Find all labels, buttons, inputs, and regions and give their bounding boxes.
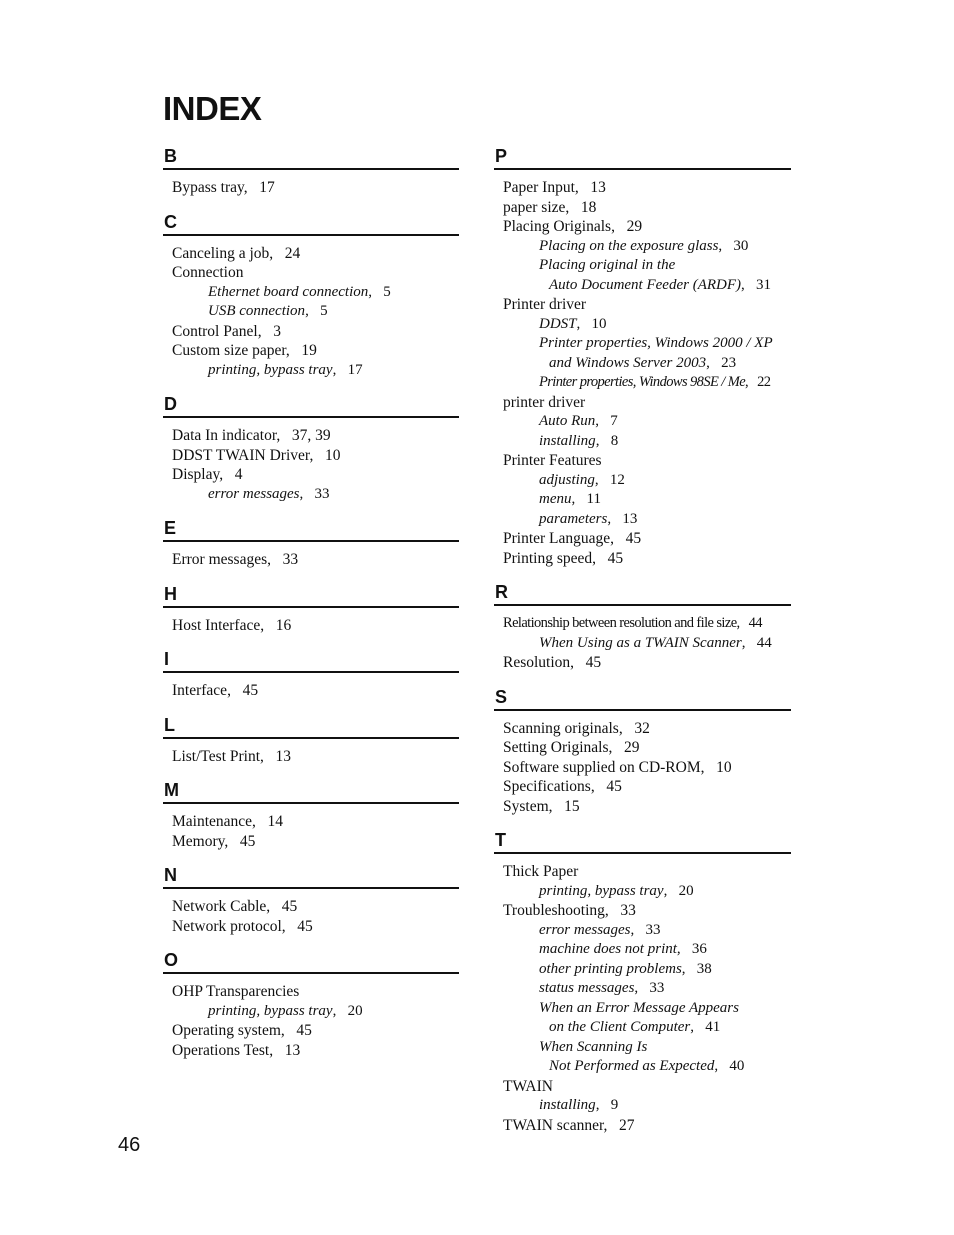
entry-term: Placing on the exposure glass [539, 237, 719, 254]
entry-page-ref: 9 [610, 1097, 619, 1113]
index-title: INDEX [163, 90, 262, 127]
section-letter: I [164, 649, 170, 669]
index-section [163, 212, 459, 395]
entry-term: When Scanning Is [539, 1038, 648, 1055]
index-entry: Printing speed, 45 [503, 549, 624, 567]
section-rule [163, 234, 459, 236]
entry-page-ref: 14 [267, 813, 284, 830]
entry-term: Network protocol [172, 917, 282, 935]
index-subentry: status messages, 33 [539, 980, 665, 996]
section-letter: M [164, 780, 179, 800]
index-entry: Memory, 45 [172, 832, 256, 850]
entry-page-ref: 4 [234, 466, 243, 483]
index-subentry: USB connection, 5 [208, 303, 328, 319]
index-entry: Operating system, 45 [172, 1022, 312, 1039]
index-section [163, 865, 459, 950]
entry-term: printing, bypass tray [539, 882, 664, 899]
entry-term: When Using as a TWAIN Scanner [539, 634, 742, 651]
section-letter: N [164, 865, 177, 885]
section-rule [163, 671, 459, 673]
section-letter: O [164, 950, 179, 970]
entry-list [163, 616, 459, 650]
entry-page-ref: 7 [610, 413, 618, 429]
entry-term: Memory [172, 832, 225, 850]
index-column-right [494, 146, 791, 1149]
index-section [494, 687, 791, 831]
entry-term: Printing speed [503, 549, 593, 567]
index-subentry [503, 256, 791, 276]
entry-page-ref: 27 [619, 1116, 635, 1134]
index-section [163, 715, 459, 781]
section-rule [163, 540, 459, 542]
entry-page-ref: 10 [716, 758, 732, 776]
section-rule [163, 168, 459, 170]
entry-page-ref: 3 [273, 322, 281, 340]
entry-page-ref: 20 [347, 1002, 363, 1019]
entry-page-ref: 11 [586, 491, 601, 507]
entry-page-ref: 20 [678, 882, 694, 899]
index-entry: Network protocol, 45 [172, 917, 313, 935]
entry-list [163, 681, 459, 715]
entry-term: on the Client Computer [549, 1019, 691, 1035]
entry-term: Auto Run [539, 413, 596, 429]
index-entry [503, 393, 791, 413]
entry-term: printer driver [503, 393, 586, 411]
entry-term: installing [539, 432, 596, 449]
index-section [163, 146, 459, 212]
index-subentry: printing, bypass tray, 20 [208, 1002, 363, 1019]
entry-term: menu [539, 491, 572, 507]
entry-page-ref: 33 [649, 980, 665, 996]
section-letter: R [495, 582, 508, 602]
index-entry: Custom size paper, 19 [172, 342, 317, 359]
entry-list [163, 747, 459, 781]
index-entry: Relationship between resolution and file size, 44 [503, 615, 762, 631]
entry-page-ref: 13 [590, 179, 606, 196]
section-rule [494, 709, 791, 711]
section-letter: L [164, 714, 175, 735]
index-entry: Maintenance, 14 [172, 813, 284, 830]
index-subentry [503, 334, 791, 354]
entry-page-ref: 8 [610, 432, 619, 449]
entry-term: machine does not print [539, 941, 677, 957]
entry-page-ref: 44 [756, 634, 772, 651]
entry-page-ref: 29 [623, 739, 640, 756]
index-subentry: error messages, 33 [539, 921, 661, 938]
index-entry: Network Cable, 45 [172, 898, 298, 915]
index-section [163, 780, 459, 865]
entry-term: Display [172, 466, 220, 483]
section-letter: H [164, 583, 177, 604]
entry-term: Resolution [503, 654, 571, 671]
entry-term: Troubleshooting [503, 902, 605, 919]
entry-term: adjusting [539, 471, 595, 488]
index-entry: Operations Test, 13 [172, 1041, 301, 1059]
index-subentry: Printer properties, Windows 98SE / Me, 22 [539, 374, 771, 390]
index-subentry: When Using as a TWAIN Scanner, 44 [539, 634, 772, 651]
index-entry [503, 862, 791, 882]
entry-list [494, 614, 791, 687]
section-rule [163, 802, 459, 804]
entry-term: List/Test Print [172, 747, 261, 765]
index-entry [172, 982, 459, 1002]
entry-page-ref: 45 [607, 549, 624, 567]
entry-term: Paper Input [503, 179, 575, 196]
entry-page-ref: 32 [634, 719, 650, 737]
entry-page-ref: 5 [320, 303, 328, 319]
entry-term: Software supplied on CD-ROM [503, 758, 701, 776]
entry-page-ref: 13 [284, 1041, 301, 1059]
index-entry: Host Interface, 16 [172, 616, 292, 634]
index-subentry [503, 999, 791, 1019]
index-entry: Software supplied on CD-ROM, 10 [503, 758, 732, 776]
entry-page-ref: 29 [626, 218, 643, 235]
entry-term: TWAIN scanner [503, 1116, 604, 1134]
entry-term: other printing problems [539, 960, 682, 977]
entry-term: Control Panel [172, 322, 258, 340]
entry-term: Relationship between resolution and file size [503, 615, 737, 631]
entry-term: Specifications [503, 778, 591, 795]
entry-page-ref: 30 [733, 237, 749, 254]
entry-term: Ethernet board connection [208, 283, 369, 300]
entry-page-ref: 33 [620, 902, 636, 919]
entry-page-ref: 17 [259, 179, 275, 196]
entry-term: When an Error Message Appears [539, 999, 739, 1016]
entry-page-ref: 13 [622, 510, 638, 527]
entry-page-ref: 45 [281, 898, 298, 915]
entry-page-ref: 33 [314, 485, 330, 502]
entry-page-ref: 23 [721, 354, 737, 371]
section-letter: C [164, 211, 177, 232]
index-subentry: Not Performed as Expected, 40 [549, 1058, 745, 1074]
entry-page-ref: 40 [729, 1058, 745, 1074]
entry-term: Maintenance [172, 813, 253, 830]
entry-term: Not Performed as Expected [549, 1058, 715, 1074]
index-subentry: Placing on the exposure glass, 30 [539, 237, 749, 254]
entry-page-ref: 38 [696, 960, 712, 977]
section-rule [163, 416, 459, 418]
entry-list [163, 178, 459, 212]
index-entry: System, 15 [503, 797, 580, 815]
index-section [163, 649, 459, 715]
entry-page-ref: 18 [580, 198, 597, 216]
index-entry: Paper Input, 13 [503, 179, 606, 196]
entry-page-ref: 37, 39 [291, 427, 331, 444]
entry-term: Custom size paper [172, 342, 286, 359]
entry-page-ref: 44 [748, 615, 762, 631]
entry-term: printing, bypass tray [208, 1002, 333, 1019]
index-entry: Scanning originals, 32 [503, 719, 650, 737]
entry-term: parameters [539, 510, 608, 527]
entry-term: System [503, 797, 549, 815]
entry-term: Placing Originals [503, 218, 612, 235]
section-rule [494, 852, 791, 854]
index-subentry: Auto Document Feeder (ARDF), 31 [549, 276, 772, 293]
section-letter: E [164, 518, 177, 538]
index-entry: Resolution, 45 [503, 654, 602, 671]
entry-term: Network Cable [172, 898, 267, 915]
entry-term: DDST TWAIN Driver [172, 446, 310, 464]
entry-term: DDST [539, 315, 577, 332]
index-column-left [163, 146, 459, 1074]
index-subentry [503, 1038, 791, 1058]
index-subentry: adjusting, 12 [539, 471, 625, 488]
entry-page-ref: 24 [284, 244, 301, 262]
entry-page-ref: 45 [585, 654, 602, 671]
entry-term: Operating system [172, 1022, 281, 1039]
entry-page-ref: 16 [275, 616, 292, 634]
index-entry: Troubleshooting, 33 [503, 902, 636, 919]
entry-list [494, 178, 791, 582]
entry-list [494, 862, 791, 1149]
index-entry: Interface, 45 [172, 682, 259, 699]
entry-term: OHP Transparencies [172, 983, 300, 1000]
index-entry: Data In indicator, 37, 39 [172, 427, 331, 444]
index-subentry: installing, 9 [539, 1097, 619, 1113]
section-rule [163, 972, 459, 974]
section-letter: S [495, 686, 508, 707]
entry-page-ref: 45 [239, 832, 256, 850]
index-entry: Canceling a job, 24 [172, 244, 301, 262]
entry-term: Scanning originals [503, 719, 619, 737]
section-rule [163, 737, 459, 739]
entry-term: Canceling a job [172, 244, 270, 262]
index-subentry: and Windows Server 2003, 23 [549, 354, 737, 371]
entry-term: Setting Originals [503, 739, 609, 756]
entry-list [163, 897, 459, 950]
section-rule [494, 168, 791, 170]
index-section [163, 584, 459, 650]
index-subentry: Ethernet board connection, 5 [208, 283, 391, 300]
entry-term: Printer properties, Windows 2000 / XP [539, 335, 773, 351]
section-letter: D [164, 394, 177, 414]
entry-page-ref: 10 [591, 315, 607, 332]
index-entry [503, 295, 791, 315]
index-subentry: printing, bypass tray, 17 [208, 361, 363, 378]
entry-list [163, 550, 459, 584]
entry-term: Bypass tray [172, 179, 244, 196]
entry-page-ref: 45 [296, 1022, 312, 1039]
entry-page-ref: 22 [757, 374, 771, 390]
entry-term: Auto Document Feeder (ARDF) [549, 276, 742, 293]
index-subentry: DDST, 10 [539, 315, 607, 332]
entry-term: Operations Test [172, 1041, 270, 1059]
section-letter: T [495, 830, 506, 850]
entry-term: TWAIN [503, 1077, 553, 1095]
entry-page-ref: 45 [625, 530, 642, 547]
index-entry: Error messages, 33 [172, 551, 299, 568]
entry-list [163, 426, 459, 518]
index-entry [172, 263, 459, 283]
entry-term: and Windows Server 2003 [549, 354, 707, 371]
index-subentry: installing, 8 [539, 432, 619, 449]
entry-term: printing, bypass tray [208, 361, 333, 378]
index-entry: Bypass tray, 17 [172, 179, 275, 196]
index-section [163, 394, 459, 518]
entry-page-ref: 31 [756, 276, 772, 293]
page-number: 46 [118, 1134, 141, 1156]
entry-page-ref: 17 [347, 361, 363, 378]
entry-term: Data In indicator [172, 427, 277, 444]
entry-term: status messages [539, 980, 635, 996]
index-subentry: on the Client Computer, 41 [549, 1019, 721, 1035]
index-entry: paper size, 18 [503, 198, 597, 216]
index-entry: Display, 4 [172, 466, 243, 483]
index-subentry: error messages, 33 [208, 485, 330, 502]
entry-term: Connection [172, 264, 244, 281]
index-entry: List/Test Print, 13 [172, 747, 292, 765]
entry-list [494, 719, 791, 831]
section-letter: B [164, 146, 177, 166]
entry-term: error messages [208, 485, 300, 502]
section-letter: P [495, 146, 508, 166]
index-subentry: menu, 11 [539, 491, 601, 507]
index-entry: TWAIN scanner, 27 [503, 1116, 635, 1134]
index-subentry: printing, bypass tray, 20 [539, 882, 694, 899]
entry-term: Printer properties, Windows 98SE / Me [539, 374, 746, 390]
entry-list [163, 812, 459, 865]
index-subentry: Auto Run, 7 [539, 413, 618, 429]
index-subentry: parameters, 13 [539, 510, 638, 527]
index-section [494, 146, 791, 582]
entry-term: Error messages [172, 551, 268, 568]
entry-list [163, 244, 459, 395]
index-entry: Placing Originals, 29 [503, 218, 643, 235]
index-entry: DDST TWAIN Driver, 10 [172, 446, 341, 464]
entry-page-ref: 33 [282, 551, 299, 568]
entry-page-ref: 41 [705, 1019, 721, 1035]
entry-term: Host Interface [172, 616, 261, 634]
entry-term: paper size [503, 198, 566, 216]
index-section [163, 518, 459, 584]
entry-page-ref: 13 [275, 747, 292, 765]
index-entry: Control Panel, 3 [172, 322, 281, 340]
entry-page-ref: 19 [301, 342, 317, 359]
index-entry: Printer Language, 45 [503, 530, 642, 547]
entry-page-ref: 36 [691, 941, 707, 957]
section-rule [494, 604, 791, 606]
entry-page-ref: 45 [606, 778, 622, 795]
entry-term: Interface [172, 682, 228, 699]
entry-page-ref: 45 [242, 682, 259, 699]
entry-term: Placing original in the [539, 257, 676, 273]
entry-page-ref: 45 [297, 917, 313, 935]
index-subentry: other printing problems, 38 [539, 960, 712, 977]
index-section [494, 830, 791, 1149]
entry-term: USB connection [208, 303, 306, 319]
entry-term: installing [539, 1097, 596, 1113]
index-section [494, 582, 791, 687]
entry-page-ref: 15 [564, 797, 580, 815]
entry-term: Printer Language [503, 530, 611, 547]
index-entry: Specifications, 45 [503, 778, 622, 795]
entry-term: Printer Features [503, 452, 602, 469]
index-subentry: machine does not print, 36 [539, 941, 707, 957]
section-rule [163, 887, 459, 889]
entry-term: error messages [539, 921, 631, 938]
entry-list [163, 982, 459, 1074]
index-entry [503, 451, 791, 471]
index-entry [503, 1077, 791, 1097]
entry-page-ref: 12 [609, 471, 625, 488]
entry-page-ref: 10 [324, 446, 341, 464]
entry-term: Thick Paper [503, 863, 579, 880]
entry-page-ref: 5 [383, 283, 391, 300]
entry-page-ref: 33 [645, 921, 661, 938]
index-section [163, 950, 459, 1074]
section-rule [163, 606, 459, 608]
entry-term: Printer driver [503, 296, 587, 313]
index-entry: Setting Originals, 29 [503, 739, 640, 756]
